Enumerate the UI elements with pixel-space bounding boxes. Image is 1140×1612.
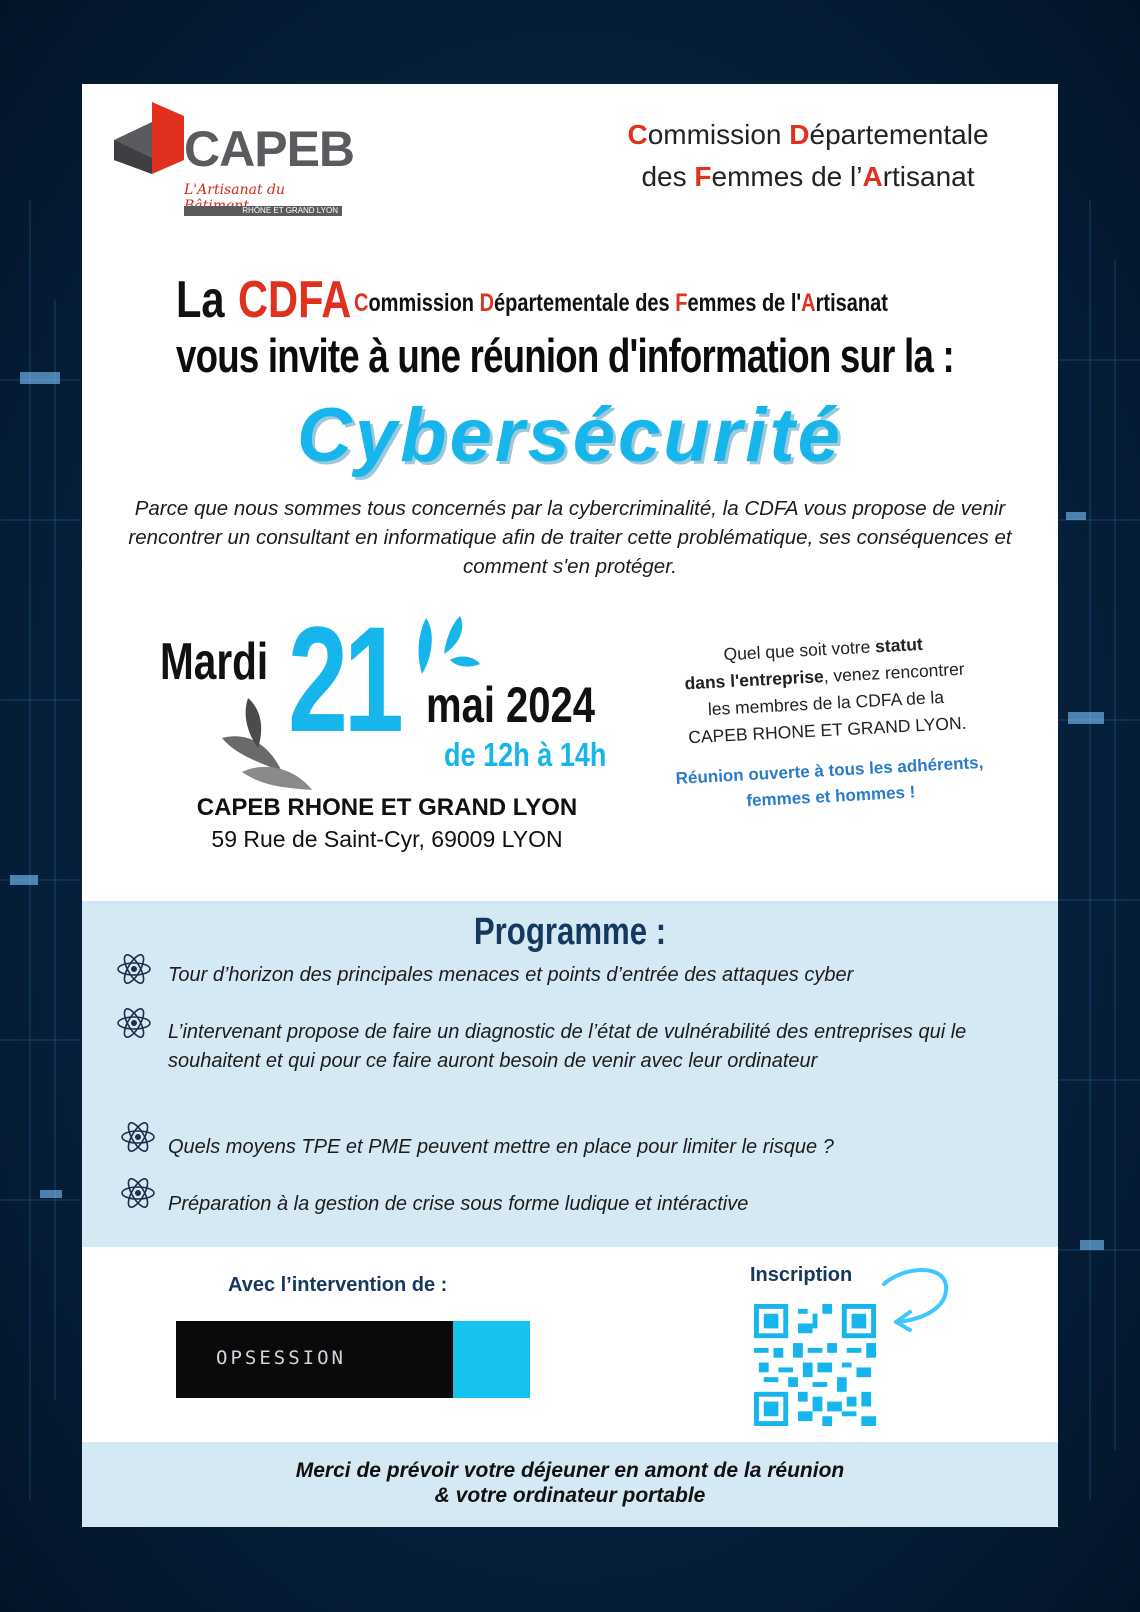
opsession-name: OPSESSION — [216, 1347, 346, 1369]
qr-code[interactable] — [754, 1304, 876, 1426]
footer-note — [82, 1442, 1058, 1527]
event-month-year: mai 2024 — [426, 677, 596, 733]
title-cdfa: CDFA — [238, 271, 352, 329]
title-line2: vous invite à une réunion d'information sur la : — [176, 329, 954, 382]
footer-line2: & votre ordinateur portable — [434, 1484, 706, 1507]
programme-title: Programme : — [473, 911, 667, 953]
event-hours: de 12h à 14h — [444, 736, 607, 773]
commission-header-line1: Commission Départementale — [627, 119, 989, 150]
commission-header — [588, 114, 1028, 198]
atom-icon — [120, 1175, 156, 1211]
programme-item: Tour d’horizon des principales menaces et points d’entrée des attaques cyber — [168, 964, 854, 986]
intervention-label: Avec l’intervention de : — [228, 1274, 448, 1296]
programme-item: Quels moyens TPE et PME peuvent mettre en place pour limiter le risque ? — [168, 1136, 834, 1158]
commission-header-line2: des Femmes de l’Artisanat — [641, 161, 975, 192]
event-day: 21 — [288, 595, 400, 763]
side-note — [658, 627, 997, 818]
intro-paragraph: Parce que nous sommes tous concernés par la cybercriminalité, la CDFA vous propose de venir rencontrer un consultant en informatique afin de traiter cette problématique, ses conséquences et comment s'en protéger. — [128, 497, 1012, 578]
atom-icon — [116, 951, 152, 987]
programme-item: L’intervenant propose de faire un diagnostic de l’état de vulnérabilité des entreprises qui le souhaitent et qui pour ce faire auront besoin de venir avec leur ordinateur — [168, 1021, 967, 1072]
title-commission: Commission Départementale des Femmes de l'Artisanat — [354, 289, 888, 317]
capeb-logo — [112, 100, 355, 215]
title-line1 — [176, 270, 1021, 330]
side-note-text: Quel que soit votre statut dans l'entreprise, venez rencontrer les membres de la CDFA de la CAPEB RHONE ET GRAND LYON. — [684, 633, 967, 748]
atom-icon — [116, 1005, 152, 1041]
venue-name: CAPEB RHONE ET GRAND LYON — [196, 794, 578, 821]
atom-icon — [120, 1119, 156, 1155]
event-weekday: Mardi — [160, 633, 269, 691]
logo-region: RHÔNE ET GRAND LYON — [184, 206, 342, 216]
opsession-logo — [176, 1321, 530, 1398]
footer-line1: Merci de prévoir votre déjeuner en amont de la réunion — [295, 1459, 845, 1482]
inscription-label: Inscription — [750, 1264, 853, 1286]
topic-title: Cybersécurité — [297, 393, 843, 478]
arrow-icon — [874, 1256, 964, 1346]
programme-section — [82, 901, 1058, 1247]
venue-address: 59 Rue de Saint-Cyr, 69009 LYON — [211, 826, 563, 852]
programme-item: Préparation à la gestion de crise sous forme ludique et intéractive — [168, 1193, 749, 1215]
logo-tagline: L'Artisanat du — [184, 182, 286, 198]
side-note-open: Réunion ouverte à tous les adhérents, femmes et hommes ! — [675, 752, 984, 811]
flyer-card — [82, 84, 1058, 1527]
capeb-logo-icon — [112, 100, 192, 190]
opsession-accent — [453, 1321, 530, 1398]
title-la: La — [176, 271, 225, 329]
logo-wordmark: CAPEB — [184, 121, 355, 177]
